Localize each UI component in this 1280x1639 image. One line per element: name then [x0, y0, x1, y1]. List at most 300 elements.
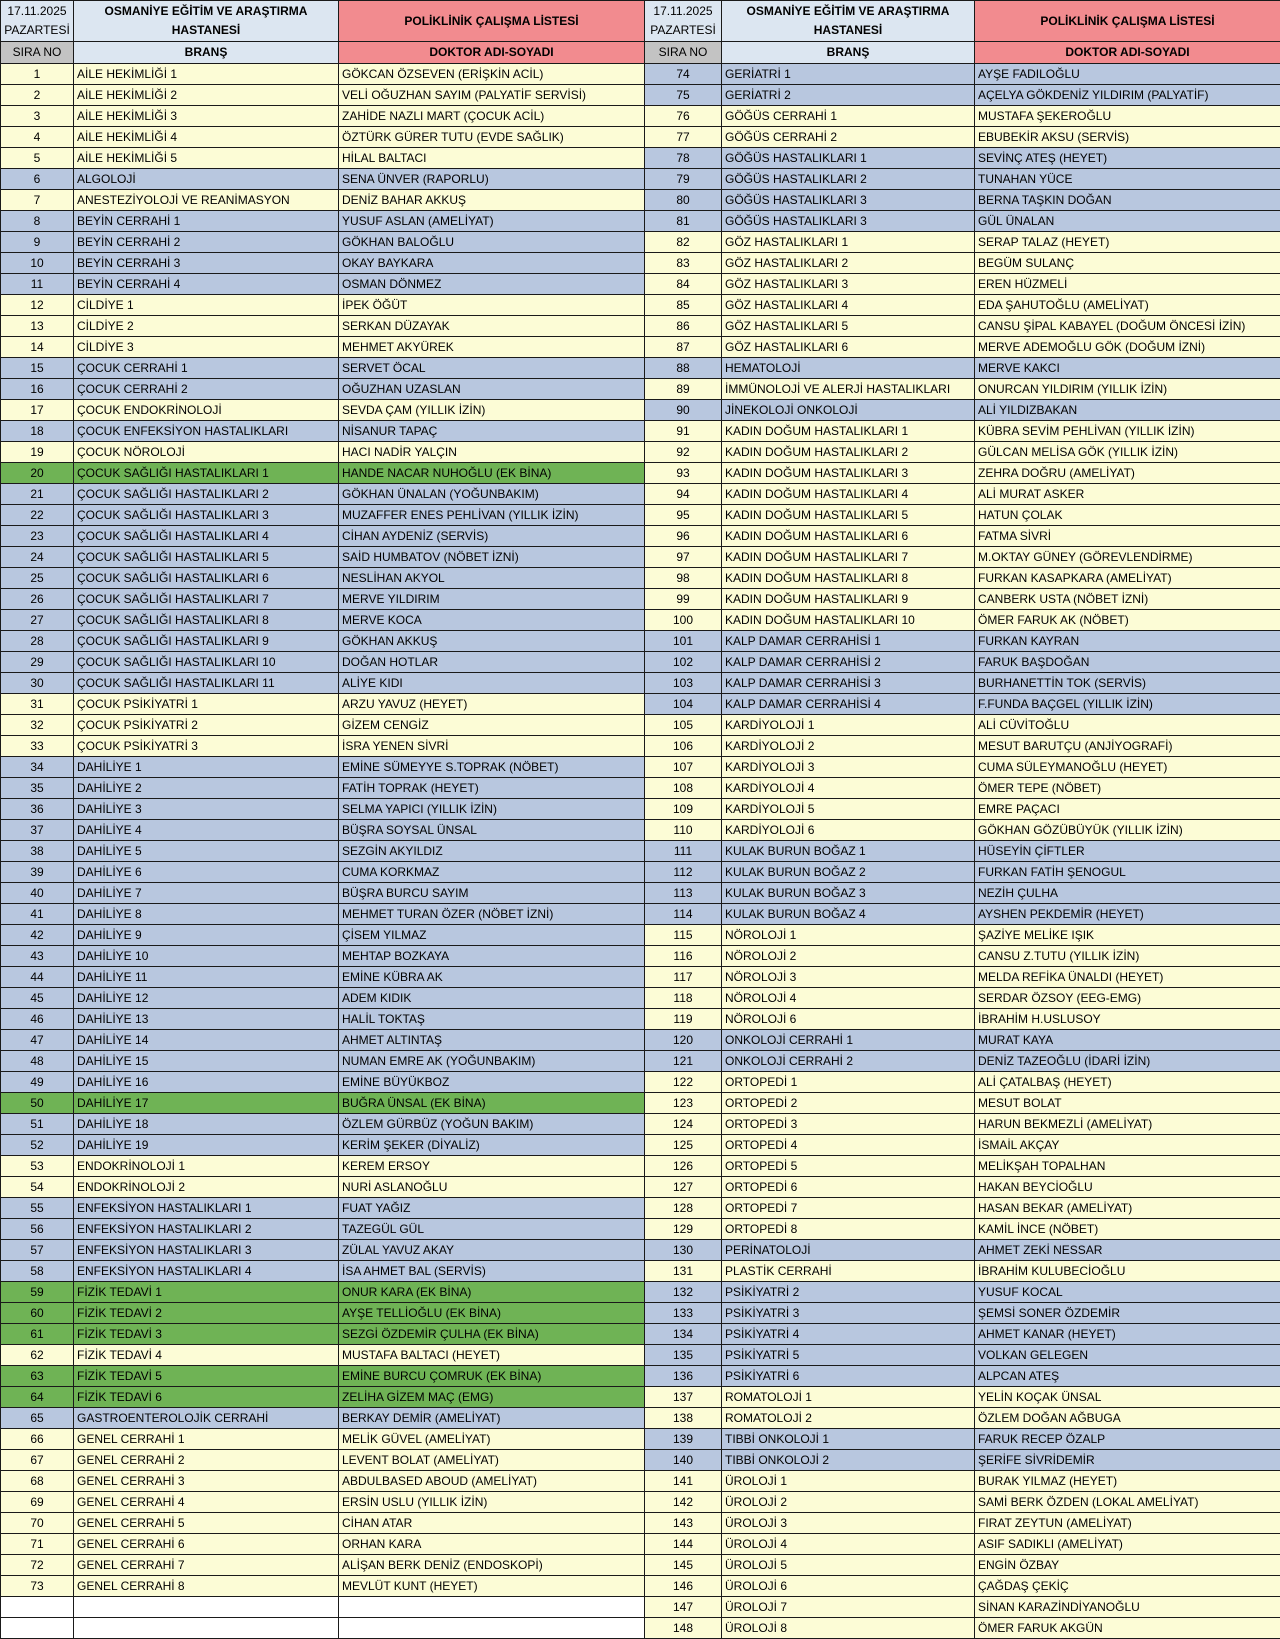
table-row — [645, 64, 1280, 85]
doctor-cell: ÖMER FARUK AKGÜN — [975, 1618, 1280, 1639]
table-row — [1, 631, 645, 652]
row-number: 55 — [1, 1198, 74, 1219]
row-number: 145 — [645, 1555, 722, 1576]
branch-cell: HEMATOLOJİ — [722, 358, 975, 379]
branch-cell: ÇOCUK ENDOKRİNOLOJİ — [74, 400, 339, 421]
row-number: 60 — [1, 1303, 74, 1324]
row-number: 19 — [1, 442, 74, 463]
branch-cell: ÇOCUK ENFEKSİYON HASTALIKLARI — [74, 421, 339, 442]
list-title: POLİKLİNİK ÇALIŞMA LİSTESİ — [339, 1, 645, 42]
table-row — [645, 1009, 1280, 1030]
row-number: 101 — [645, 631, 722, 652]
table-row — [1, 274, 645, 295]
branch-cell: ÇOCUK SAĞLIĞI HASTALIKLARI 2 — [74, 484, 339, 505]
doctor-cell: MURAT KAYA — [975, 1030, 1280, 1051]
doctor-cell: ALPCAN ATEŞ — [975, 1366, 1280, 1387]
row-number: 89 — [645, 379, 722, 400]
row-number: 5 — [1, 148, 74, 169]
row-number: 6 — [1, 169, 74, 190]
branch-cell: ÇOCUK PSİKİYATRİ 2 — [74, 715, 339, 736]
table-row — [645, 1513, 1280, 1534]
branch-cell: KARDİYOLOJİ 2 — [722, 736, 975, 757]
table-row — [645, 379, 1280, 400]
doctor-cell: SEVİNÇ ATEŞ (HEYET) — [975, 148, 1280, 169]
table-row — [645, 967, 1280, 988]
doctor-cell: DENİZ TAZEOĞLU (İDARİ İZİN) — [975, 1051, 1280, 1072]
branch-cell: İMMÜNOLOJİ VE ALERJİ HASTALIKLARI — [722, 379, 975, 400]
table-row — [1, 421, 645, 442]
branch-cell: ÇOCUK CERRAHİ 2 — [74, 379, 339, 400]
doctor-cell: ENGİN ÖZBAY — [975, 1555, 1280, 1576]
table-row — [645, 106, 1280, 127]
col-no-header: SIRA NO — [645, 42, 722, 64]
table-row — [1, 1177, 645, 1198]
row-number: 76 — [645, 106, 722, 127]
doctor-cell: EMİNE SÜMEYYE S.TOPRAK (NÖBET) — [339, 757, 645, 778]
table-row — [645, 1429, 1280, 1450]
doctor-cell: FURKAN KAYRAN — [975, 631, 1280, 652]
branch-cell: ORTOPEDİ 7 — [722, 1198, 975, 1219]
table-row — [1, 1072, 645, 1093]
branch-cell: GÖĞÜS HASTALIKLARI 2 — [722, 169, 975, 190]
col-branch-header: BRANŞ — [74, 42, 339, 64]
row-number: 39 — [1, 862, 74, 883]
table-row — [645, 1051, 1280, 1072]
branch-cell: KALP DAMAR CERRAHİSİ 4 — [722, 694, 975, 715]
branch-cell: KALP DAMAR CERRAHİSİ 3 — [722, 673, 975, 694]
branch-cell: ENDOKRİNOLOJİ 2 — [74, 1177, 339, 1198]
doctor-cell: MUZAFFER ENES PEHLİVAN (YILLIK İZİN) — [339, 505, 645, 526]
table-row — [1, 1534, 645, 1555]
table-row — [1, 463, 645, 484]
doctor-cell: SAİD HUMBATOV (NÖBET İZNİ) — [339, 547, 645, 568]
row-number: 68 — [1, 1471, 74, 1492]
row-number: 128 — [645, 1198, 722, 1219]
branch-cell: KALP DAMAR CERRAHİSİ 1 — [722, 631, 975, 652]
doctor-cell: BERNA TAŞKIN DOĞAN — [975, 190, 1280, 211]
row-number: 32 — [1, 715, 74, 736]
table-row — [645, 1198, 1280, 1219]
branch-cell: DAHİLİYE 18 — [74, 1114, 339, 1135]
row-number: 12 — [1, 295, 74, 316]
doctor-cell: NEZİH ÇULHA — [975, 883, 1280, 904]
table-row — [645, 1177, 1280, 1198]
table-row — [645, 1324, 1280, 1345]
row-number: 91 — [645, 421, 722, 442]
branch-cell: GÖĞÜS CERRAHİ 2 — [722, 127, 975, 148]
doctor-cell: ÖZLEM GÜRBÜZ (YOĞUN BAKIM) — [339, 1114, 645, 1135]
branch-cell: ROMATOLOJİ 2 — [722, 1408, 975, 1429]
branch-cell: GENEL CERRAHİ 6 — [74, 1534, 339, 1555]
table-row — [645, 862, 1280, 883]
row-number: 58 — [1, 1261, 74, 1282]
branch-cell: KARDİYOLOJİ 5 — [722, 799, 975, 820]
branch-cell: GÖZ HASTALIKLARI 5 — [722, 316, 975, 337]
doctor-cell: HANDE NACAR NUHOĞLU (EK BİNA) — [339, 463, 645, 484]
row-number: 52 — [1, 1135, 74, 1156]
branch-cell: GÖZ HASTALIKLARI 6 — [722, 337, 975, 358]
row-number: 82 — [645, 232, 722, 253]
doctor-cell: HACI NADİR YALÇIN — [339, 442, 645, 463]
row-number: 54 — [1, 1177, 74, 1198]
row-number: 85 — [645, 295, 722, 316]
row-number: 21 — [1, 484, 74, 505]
table-row — [645, 1366, 1280, 1387]
row-number: 123 — [645, 1093, 722, 1114]
doctor-cell: MERVE KAKCI — [975, 358, 1280, 379]
doctor-cell: ALİ MURAT ASKER — [975, 484, 1280, 505]
branch-cell: KADIN DOĞUM HASTALIKLARI 2 — [722, 442, 975, 463]
row-number: 97 — [645, 547, 722, 568]
column-header-row — [1, 42, 645, 64]
branch-cell: ÇOCUK SAĞLIĞI HASTALIKLARI 7 — [74, 589, 339, 610]
row-number: 49 — [1, 1072, 74, 1093]
table-row — [1, 841, 645, 862]
doctor-cell: NUMAN EMRE AK (YOĞUNBAKIM) — [339, 1051, 645, 1072]
branch-cell: DAHİLİYE 6 — [74, 862, 339, 883]
branch-cell: BEYİN CERRAHİ 3 — [74, 253, 339, 274]
branch-cell: GENEL CERRAHİ 2 — [74, 1450, 339, 1471]
branch-cell: GENEL CERRAHİ 5 — [74, 1513, 339, 1534]
day: PAZARTESİ — [1, 21, 73, 40]
table-row — [645, 358, 1280, 379]
doctor-cell: KAMİL İNCE (NÖBET) — [975, 1219, 1280, 1240]
row-number: 100 — [645, 610, 722, 631]
table-row — [645, 757, 1280, 778]
table-row — [1, 799, 645, 820]
row-number: 77 — [645, 127, 722, 148]
doctor-cell: İBRAHİM H.USLUSOY — [975, 1009, 1280, 1030]
doctor-cell: ZAHİDE NAZLI MART (ÇOCUK ACİL) — [339, 106, 645, 127]
branch-cell: PSİKİYATRİ 6 — [722, 1366, 975, 1387]
doctor-cell: FUAT YAĞIZ — [339, 1198, 645, 1219]
doctor-cell: ALİYE KIDI — [339, 673, 645, 694]
row-number: 78 — [645, 148, 722, 169]
doctor-cell: CUMA SÜLEYMANOĞLU (HEYET) — [975, 757, 1280, 778]
doctor-cell: TAZEGÜL GÜL — [339, 1219, 645, 1240]
row-number: 4 — [1, 127, 74, 148]
branch-cell: GÖZ HASTALIKLARI 3 — [722, 274, 975, 295]
doctor-cell: HARUN BEKMEZLİ (AMELİYAT) — [975, 1114, 1280, 1135]
table-row — [1, 1114, 645, 1135]
branch-cell: KALP DAMAR CERRAHİSİ 2 — [722, 652, 975, 673]
row-number: 109 — [645, 799, 722, 820]
table-row — [645, 1219, 1280, 1240]
branch-cell: ÇOCUK SAĞLIĞI HASTALIKLARI 11 — [74, 673, 339, 694]
row-number: 7 — [1, 190, 74, 211]
branch-cell: ÜROLOJİ 7 — [722, 1597, 975, 1618]
row-number: 62 — [1, 1345, 74, 1366]
row-number: 130 — [645, 1240, 722, 1261]
table-row — [1, 589, 645, 610]
row-number: 131 — [645, 1261, 722, 1282]
row-number: 31 — [1, 694, 74, 715]
table-row — [1, 1618, 645, 1639]
hospital-name: OSMANİYE EĞİTİM VE ARAŞTIRMA HASTANESİ — [722, 1, 975, 42]
table-row — [645, 904, 1280, 925]
table-row — [645, 589, 1280, 610]
doctor-cell: ARZU YAVUZ (HEYET) — [339, 694, 645, 715]
table-row — [1, 1009, 645, 1030]
branch-cell: PERİNATOLOJİ — [722, 1240, 975, 1261]
branch-cell: AİLE HEKİMLİĞİ 1 — [74, 64, 339, 85]
row-number: 47 — [1, 1030, 74, 1051]
doctor-cell: ÖZLEM DOĞAN AĞBUGA — [975, 1408, 1280, 1429]
branch-cell: ÜROLOJİ 8 — [722, 1618, 975, 1639]
row-number: 112 — [645, 862, 722, 883]
table-row — [1, 1345, 645, 1366]
doctor-cell: İSA AHMET BAL (SERVİS) — [339, 1261, 645, 1282]
row-number: 102 — [645, 652, 722, 673]
doctor-cell — [339, 1597, 645, 1618]
branch-cell: AİLE HEKİMLİĞİ 4 — [74, 127, 339, 148]
table-row — [1, 1492, 645, 1513]
list-title: POLİKLİNİK ÇALIŞMA LİSTESİ — [975, 1, 1280, 42]
doctor-cell: CANSU ŞİPAL KABAYEL (DOĞUM ÖNCESİ İZİN) — [975, 316, 1280, 337]
row-number: 66 — [1, 1429, 74, 1450]
doctor-cell: SERVET ÖCAL — [339, 358, 645, 379]
table-row — [1, 652, 645, 673]
table-row — [1, 1303, 645, 1324]
table-row — [645, 547, 1280, 568]
table-row — [1, 715, 645, 736]
branch-cell: DAHİLİYE 9 — [74, 925, 339, 946]
doctor-cell: CANBERK USTA (NÖBET İZNİ) — [975, 589, 1280, 610]
row-number: 94 — [645, 484, 722, 505]
row-number: 18 — [1, 421, 74, 442]
doctor-cell: LEVENT BOLAT (AMELİYAT) — [339, 1450, 645, 1471]
doctor-cell: AYŞE TELLİOĞLU (EK BİNA) — [339, 1303, 645, 1324]
doctor-cell: ONUR KARA (EK BİNA) — [339, 1282, 645, 1303]
table-row — [645, 1072, 1280, 1093]
doctor-cell: FATMA SİVRİ — [975, 526, 1280, 547]
table-row — [645, 1030, 1280, 1051]
branch-cell: DAHİLİYE 16 — [74, 1072, 339, 1093]
table-row — [1, 925, 645, 946]
table-row — [1, 106, 645, 127]
row-number: 120 — [645, 1030, 722, 1051]
branch-cell: KADIN DOĞUM HASTALIKLARI 10 — [722, 610, 975, 631]
row-number: 20 — [1, 463, 74, 484]
branch-cell: GÖĞÜS HASTALIKLARI 3 — [722, 211, 975, 232]
row-number: 2 — [1, 85, 74, 106]
branch-cell: PSİKİYATRİ 4 — [722, 1324, 975, 1345]
col-doctor-header: DOKTOR ADI-SOYADI — [339, 42, 645, 64]
doctor-cell: SERDAR ÖZSOY (EEG-EMG) — [975, 988, 1280, 1009]
row-number: 33 — [1, 736, 74, 757]
row-number: 147 — [645, 1597, 722, 1618]
doctor-cell: MEVLÜT KUNT (HEYET) — [339, 1576, 645, 1597]
doctor-cell: F.FUNDA BAÇGEL (YILLIK İZİN) — [975, 694, 1280, 715]
doctor-cell: NİSANUR TAPAÇ — [339, 421, 645, 442]
doctor-cell: YELİN KOÇAK ÜNSAL — [975, 1387, 1280, 1408]
branch-cell: ENFEKSİYON HASTALIKLARI 1 — [74, 1198, 339, 1219]
table-row — [1, 1093, 645, 1114]
doctor-cell: HÜSEYİN ÇİFTLER — [975, 841, 1280, 862]
row-number: 43 — [1, 946, 74, 967]
row-number — [1, 1597, 74, 1618]
branch-cell: PSİKİYATRİ 5 — [722, 1345, 975, 1366]
table-row — [645, 1282, 1280, 1303]
branch-cell: JİNEKOLOJİ ONKOLOJİ — [722, 400, 975, 421]
doctor-cell: SENA ÜNVER (RAPORLU) — [339, 169, 645, 190]
table-row — [1, 778, 645, 799]
row-number: 69 — [1, 1492, 74, 1513]
branch-cell: KARDİYOLOJİ 3 — [722, 757, 975, 778]
branch-cell: DAHİLİYE 12 — [74, 988, 339, 1009]
table-row — [645, 484, 1280, 505]
doctor-cell: SEZGİ ÖZDEMİR ÇULHA (EK BİNA) — [339, 1324, 645, 1345]
doctor-cell: ERSİN USLU (YILLIK İZİN) — [339, 1492, 645, 1513]
row-number: 23 — [1, 526, 74, 547]
branch-cell: KADIN DOĞUM HASTALIKLARI 8 — [722, 568, 975, 589]
row-number: 104 — [645, 694, 722, 715]
table-row — [645, 253, 1280, 274]
branch-cell: KULAK BURUN BOĞAZ 3 — [722, 883, 975, 904]
branch-cell: DAHİLİYE 10 — [74, 946, 339, 967]
branch-cell: ENDOKRİNOLOJİ 1 — [74, 1156, 339, 1177]
table-row — [1, 1156, 645, 1177]
branch-cell: DAHİLİYE 8 — [74, 904, 339, 925]
row-number: 92 — [645, 442, 722, 463]
branch-cell: KARDİYOLOJİ 1 — [722, 715, 975, 736]
table-row — [1, 820, 645, 841]
row-number: 88 — [645, 358, 722, 379]
branch-cell: FİZİK TEDAVİ 6 — [74, 1387, 339, 1408]
branch-cell: PSİKİYATRİ 2 — [722, 1282, 975, 1303]
doctor-cell: SELMA YAPICI (YILLIK İZİN) — [339, 799, 645, 820]
doctor-cell: FATİH TOPRAK (HEYET) — [339, 778, 645, 799]
doctor-cell: OĞUZHAN UZASLAN — [339, 379, 645, 400]
branch-cell: GERİATRİ 1 — [722, 64, 975, 85]
row-number: 80 — [645, 190, 722, 211]
table-row — [1, 295, 645, 316]
table-row — [645, 1093, 1280, 1114]
branch-cell: BEYİN CERRAHİ 2 — [74, 232, 339, 253]
branch-cell: ÇOCUK SAĞLIĞI HASTALIKLARI 10 — [74, 652, 339, 673]
table-row — [1, 736, 645, 757]
doctor-cell: AHMET ZEKİ NESSAR — [975, 1240, 1280, 1261]
row-number: 25 — [1, 568, 74, 589]
row-number: 53 — [1, 1156, 74, 1177]
branch-cell: ORTOPEDİ 3 — [722, 1114, 975, 1135]
table-row — [1, 1387, 645, 1408]
doctor-cell: EBUBEKİR AKSU (SERVİS) — [975, 127, 1280, 148]
branch-cell: ROMATOLOJİ 1 — [722, 1387, 975, 1408]
table-row — [1, 757, 645, 778]
row-number: 65 — [1, 1408, 74, 1429]
row-number: 118 — [645, 988, 722, 1009]
row-number: 143 — [645, 1513, 722, 1534]
branch-cell: AİLE HEKİMLİĞİ 2 — [74, 85, 339, 106]
day: PAZARTESİ — [645, 21, 721, 40]
row-number: 46 — [1, 1009, 74, 1030]
doctor-cell: YUSUF KOCAL — [975, 1282, 1280, 1303]
row-number: 40 — [1, 883, 74, 904]
doctor-cell: MEHTAP BOZKAYA — [339, 946, 645, 967]
row-number: 73 — [1, 1576, 74, 1597]
header-row — [1, 1, 645, 42]
branch-cell: GÖZ HASTALIKLARI 2 — [722, 253, 975, 274]
branch-cell: GÖZ HASTALIKLARI 4 — [722, 295, 975, 316]
doctor-cell: EREN HÜZMELİ — [975, 274, 1280, 295]
branch-cell: ÜROLOJİ 4 — [722, 1534, 975, 1555]
row-number: 1 — [1, 64, 74, 85]
branch-cell: CİLDİYE 1 — [74, 295, 339, 316]
doctor-cell: EDA ŞAHUTOĞLU (AMELİYAT) — [975, 295, 1280, 316]
branch-cell: KADIN DOĞUM HASTALIKLARI 3 — [722, 463, 975, 484]
row-number: 93 — [645, 463, 722, 484]
row-number: 140 — [645, 1450, 722, 1471]
row-number: 81 — [645, 211, 722, 232]
row-number: 116 — [645, 946, 722, 967]
branch-cell: GÖZ HASTALIKLARI 1 — [722, 232, 975, 253]
row-number: 13 — [1, 316, 74, 337]
doctor-cell: ORHAN KARA — [339, 1534, 645, 1555]
table-row — [645, 169, 1280, 190]
branch-cell: ENFEKSİYON HASTALIKLARI 4 — [74, 1261, 339, 1282]
branch-cell: CİLDİYE 3 — [74, 337, 339, 358]
doctor-cell: ÖZTÜRK GÜRER TUTU (EVDE SAĞLIK) — [339, 127, 645, 148]
doctor-cell: HASAN BEKAR (AMELİYAT) — [975, 1198, 1280, 1219]
table-row — [1, 253, 645, 274]
branch-cell: DAHİLİYE 11 — [74, 967, 339, 988]
doctor-cell: ALİ ÇATALBAŞ (HEYET) — [975, 1072, 1280, 1093]
doctor-cell: GÖKHAN ÜNALAN (YOĞUNBAKIM) — [339, 484, 645, 505]
row-number: 48 — [1, 1051, 74, 1072]
table-row — [645, 568, 1280, 589]
branch-cell: ORTOPEDİ 4 — [722, 1135, 975, 1156]
doctor-cell: ÇAĞDAŞ ÇEKİÇ — [975, 1576, 1280, 1597]
hospital-name: OSMANİYE EĞİTİM VE ARAŞTIRMA HASTANESİ — [74, 1, 339, 42]
branch-cell: ONKOLOJİ CERRAHİ 2 — [722, 1051, 975, 1072]
row-number: 79 — [645, 169, 722, 190]
branch-cell: KADIN DOĞUM HASTALIKLARI 4 — [722, 484, 975, 505]
branch-cell: TIBBİ ONKOLOJİ 2 — [722, 1450, 975, 1471]
table-row — [645, 526, 1280, 547]
table-row — [1, 904, 645, 925]
branch-cell: ONKOLOJİ CERRAHİ 1 — [722, 1030, 975, 1051]
branch-cell: KULAK BURUN BOĞAZ 2 — [722, 862, 975, 883]
row-number: 22 — [1, 505, 74, 526]
row-number: 56 — [1, 1219, 74, 1240]
branch-cell: NÖROLOJİ 3 — [722, 967, 975, 988]
column-header-row — [645, 42, 1280, 64]
branch-cell: ÇOCUK SAĞLIĞI HASTALIKLARI 8 — [74, 610, 339, 631]
table-row — [1, 1513, 645, 1534]
branch-cell: CİLDİYE 2 — [74, 316, 339, 337]
table-row — [1, 85, 645, 106]
row-number: 87 — [645, 337, 722, 358]
table-row — [645, 1576, 1280, 1597]
row-number: 122 — [645, 1072, 722, 1093]
table-row — [645, 1618, 1280, 1639]
table-row — [645, 1240, 1280, 1261]
doctor-cell: MEHMET TURAN ÖZER (NÖBET İZNİ) — [339, 904, 645, 925]
table-row — [1, 526, 645, 547]
table-row — [645, 1534, 1280, 1555]
table-row — [1, 1261, 645, 1282]
branch-cell: ANESTEZİYOLOJİ VE REANİMASYON — [74, 190, 339, 211]
doctor-cell: AYŞE FADILOĞLU — [975, 64, 1280, 85]
doctor-cell: EMRE PAÇACI — [975, 799, 1280, 820]
table-row — [645, 631, 1280, 652]
branch-cell: KADIN DOĞUM HASTALIKLARI 6 — [722, 526, 975, 547]
doctor-cell: MESUT BOLAT — [975, 1093, 1280, 1114]
row-number: 37 — [1, 820, 74, 841]
row-number: 136 — [645, 1366, 722, 1387]
row-number: 14 — [1, 337, 74, 358]
